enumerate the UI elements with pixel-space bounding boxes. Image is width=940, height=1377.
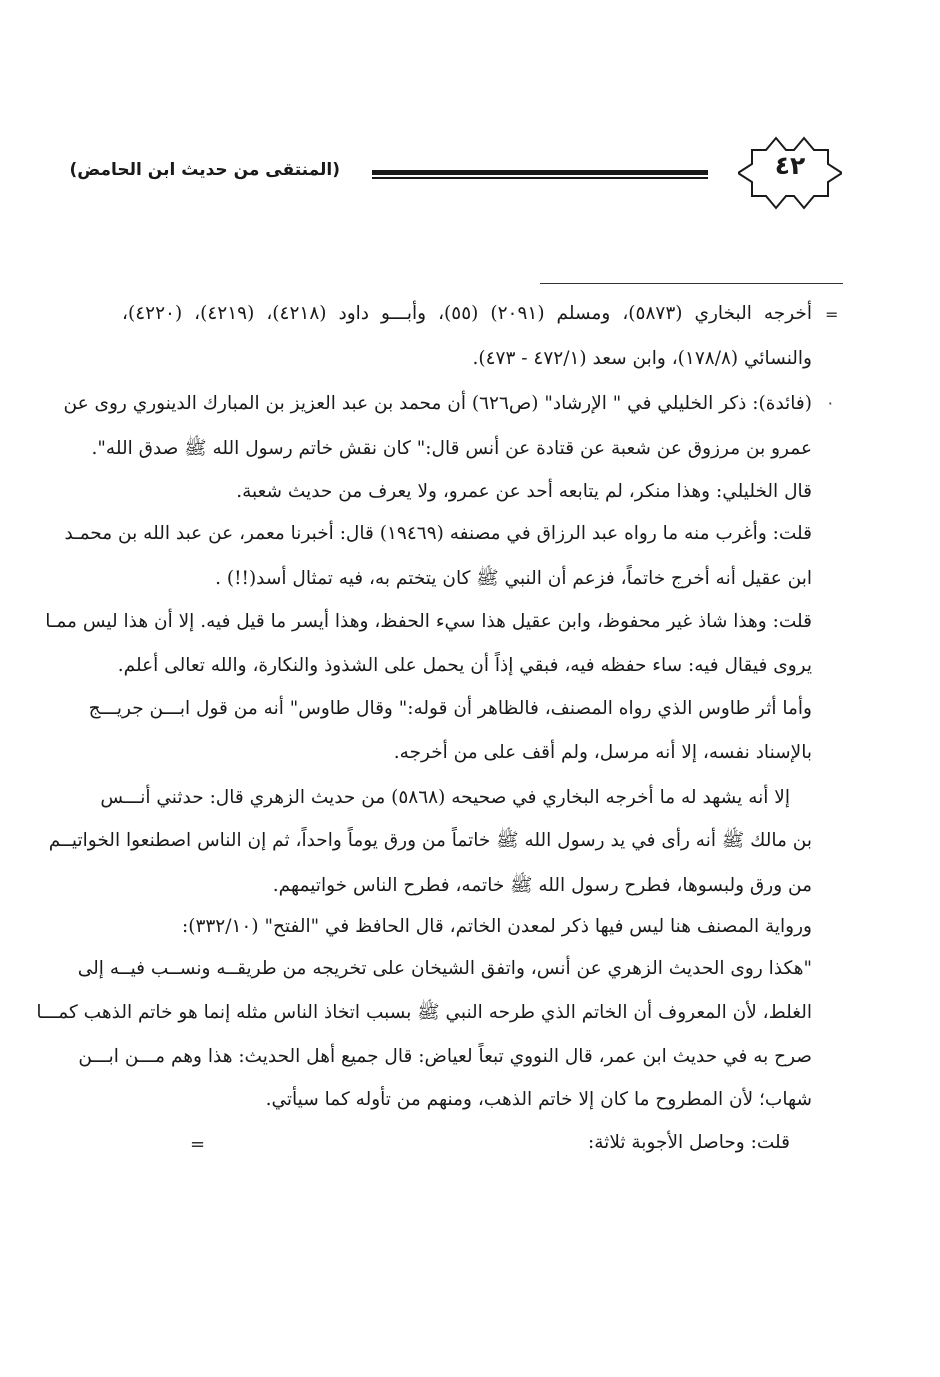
text-line: أخرجه البخاري (٥٨٧٣)، ومسلم (٢٠٩١) (٥٥)، وأبـــو داود (٤٢١٨)، (٤٢١٩)، (٤٢٢٠)، xyxy=(122,303,812,324)
text-line: من ورق ولبسوها، فطرح رسول الله ﷺ خاتمه، فطرح الناس خواتيمهم. xyxy=(272,875,812,896)
text-line: ابن عقيل أنه أخرج خاتماً، فزعم أن النبي ﷺ كان يتختم به، فيه تمثال أسد(!!) . xyxy=(215,568,812,589)
header-rule xyxy=(372,170,708,179)
text-line: إلا أنه يشهد له ما أخرجه البخاري في صحيحه (٥٨٦٨) من حديث الزهري قال: حدثني أنـــس xyxy=(100,787,790,808)
text-line: قلت: وهذا شاذ غير محفوظ، وابن عقيل هذا سيء الحفظ، وهذا أيسر ما قيل فيه. إلا أن هذا ليس ممـا xyxy=(45,611,812,632)
text-line: بالإسناد نفسه، إلا أنه مرسل، ولم أقف على من أخرجه. xyxy=(393,742,812,763)
text-line: قال الخليلي: وهذا منكر، لم يتابعه أحد عن عمرو، ولا يعرف من حديث شعبة. xyxy=(236,481,812,502)
text-line: يروى فيقال فيه: ساء حفظه فيه، فبقي إذاً أن يحمل على الشذوذ والنكارة، والله تعالى أعلم. xyxy=(117,655,812,676)
text-line: عمرو بن مرزوق عن شعبة عن قتادة عن أنس قال:" كان نقش خاتم رسول الله ﷺ صدق الله". xyxy=(91,438,812,459)
text-line: ورواية المصنف هنا ليس فيها ذكر لمعدن الخاتم، قال الحافظ في "الفتح" (٣٣٢/١٠): xyxy=(181,916,812,937)
continuation-marker: = xyxy=(825,305,839,324)
text-line: وأما أثر طاوس الذي رواه المصنف، فالظاهر أن قوله:" وقال طاوس" أنه من قول ابـــن جريـــج xyxy=(88,698,812,719)
text-line: صرح به في حديث ابن عمر، قال النووي تبعاً لعياض: قال جميع أهل الحديث: هذا وهم مـــن ابـــن xyxy=(78,1046,812,1067)
continuation-end-marker: = xyxy=(190,1134,206,1155)
text-line: قلت: وأغرب منه ما رواه عبد الرزاق في مصنفه (١٩٤٦٩) قال: أخبرنا معمر، عن عبد الله بن محمـد xyxy=(64,523,812,544)
text-line: الغلط، لأن المعروف أن الخاتم الذي طرحه النبي ﷺ بسبب اتخاذ الناس مثله إنما هو خاتم الذهب كمـــا xyxy=(36,1002,812,1023)
text-line: والنسائي (١٧٨/٨)، وابن سعد (٤٧٢/١ - ٤٧٣). xyxy=(472,348,812,369)
running-header-title: (المنتقى من حديث ابن الحامض) xyxy=(69,160,340,180)
bullet-marker: ٠ xyxy=(826,393,835,412)
page-number: ٤٢ xyxy=(774,151,806,180)
text-line: (فائدة): ذكر الخليلي في " الإرشاد" (ص٦٢٦) أن محمد بن عبد العزيز بن المبارك الدينوري روى عن xyxy=(63,393,812,414)
text-line: "هكذا روى الحديث الزهري عن أنس، واتفق الشيخان على تخريجه من طريقــه ونســب فيــه إلى xyxy=(77,958,812,979)
text-line: بن مالك ﷺ أنه رأى في يد رسول الله ﷺ خاتماً من ورق يوماً واحداً، ثم إن الناس اصطنعوا الخواتيــم xyxy=(48,830,812,851)
text-line: شهاب؛ لأن المطروح ما كان إلا خاتم الذهب، ومنهم من تأوله كما سيأتي. xyxy=(265,1089,812,1110)
footnote-separator xyxy=(540,283,843,284)
text-line: قلت: وحاصل الأجوبة ثلاثة: xyxy=(588,1132,790,1153)
